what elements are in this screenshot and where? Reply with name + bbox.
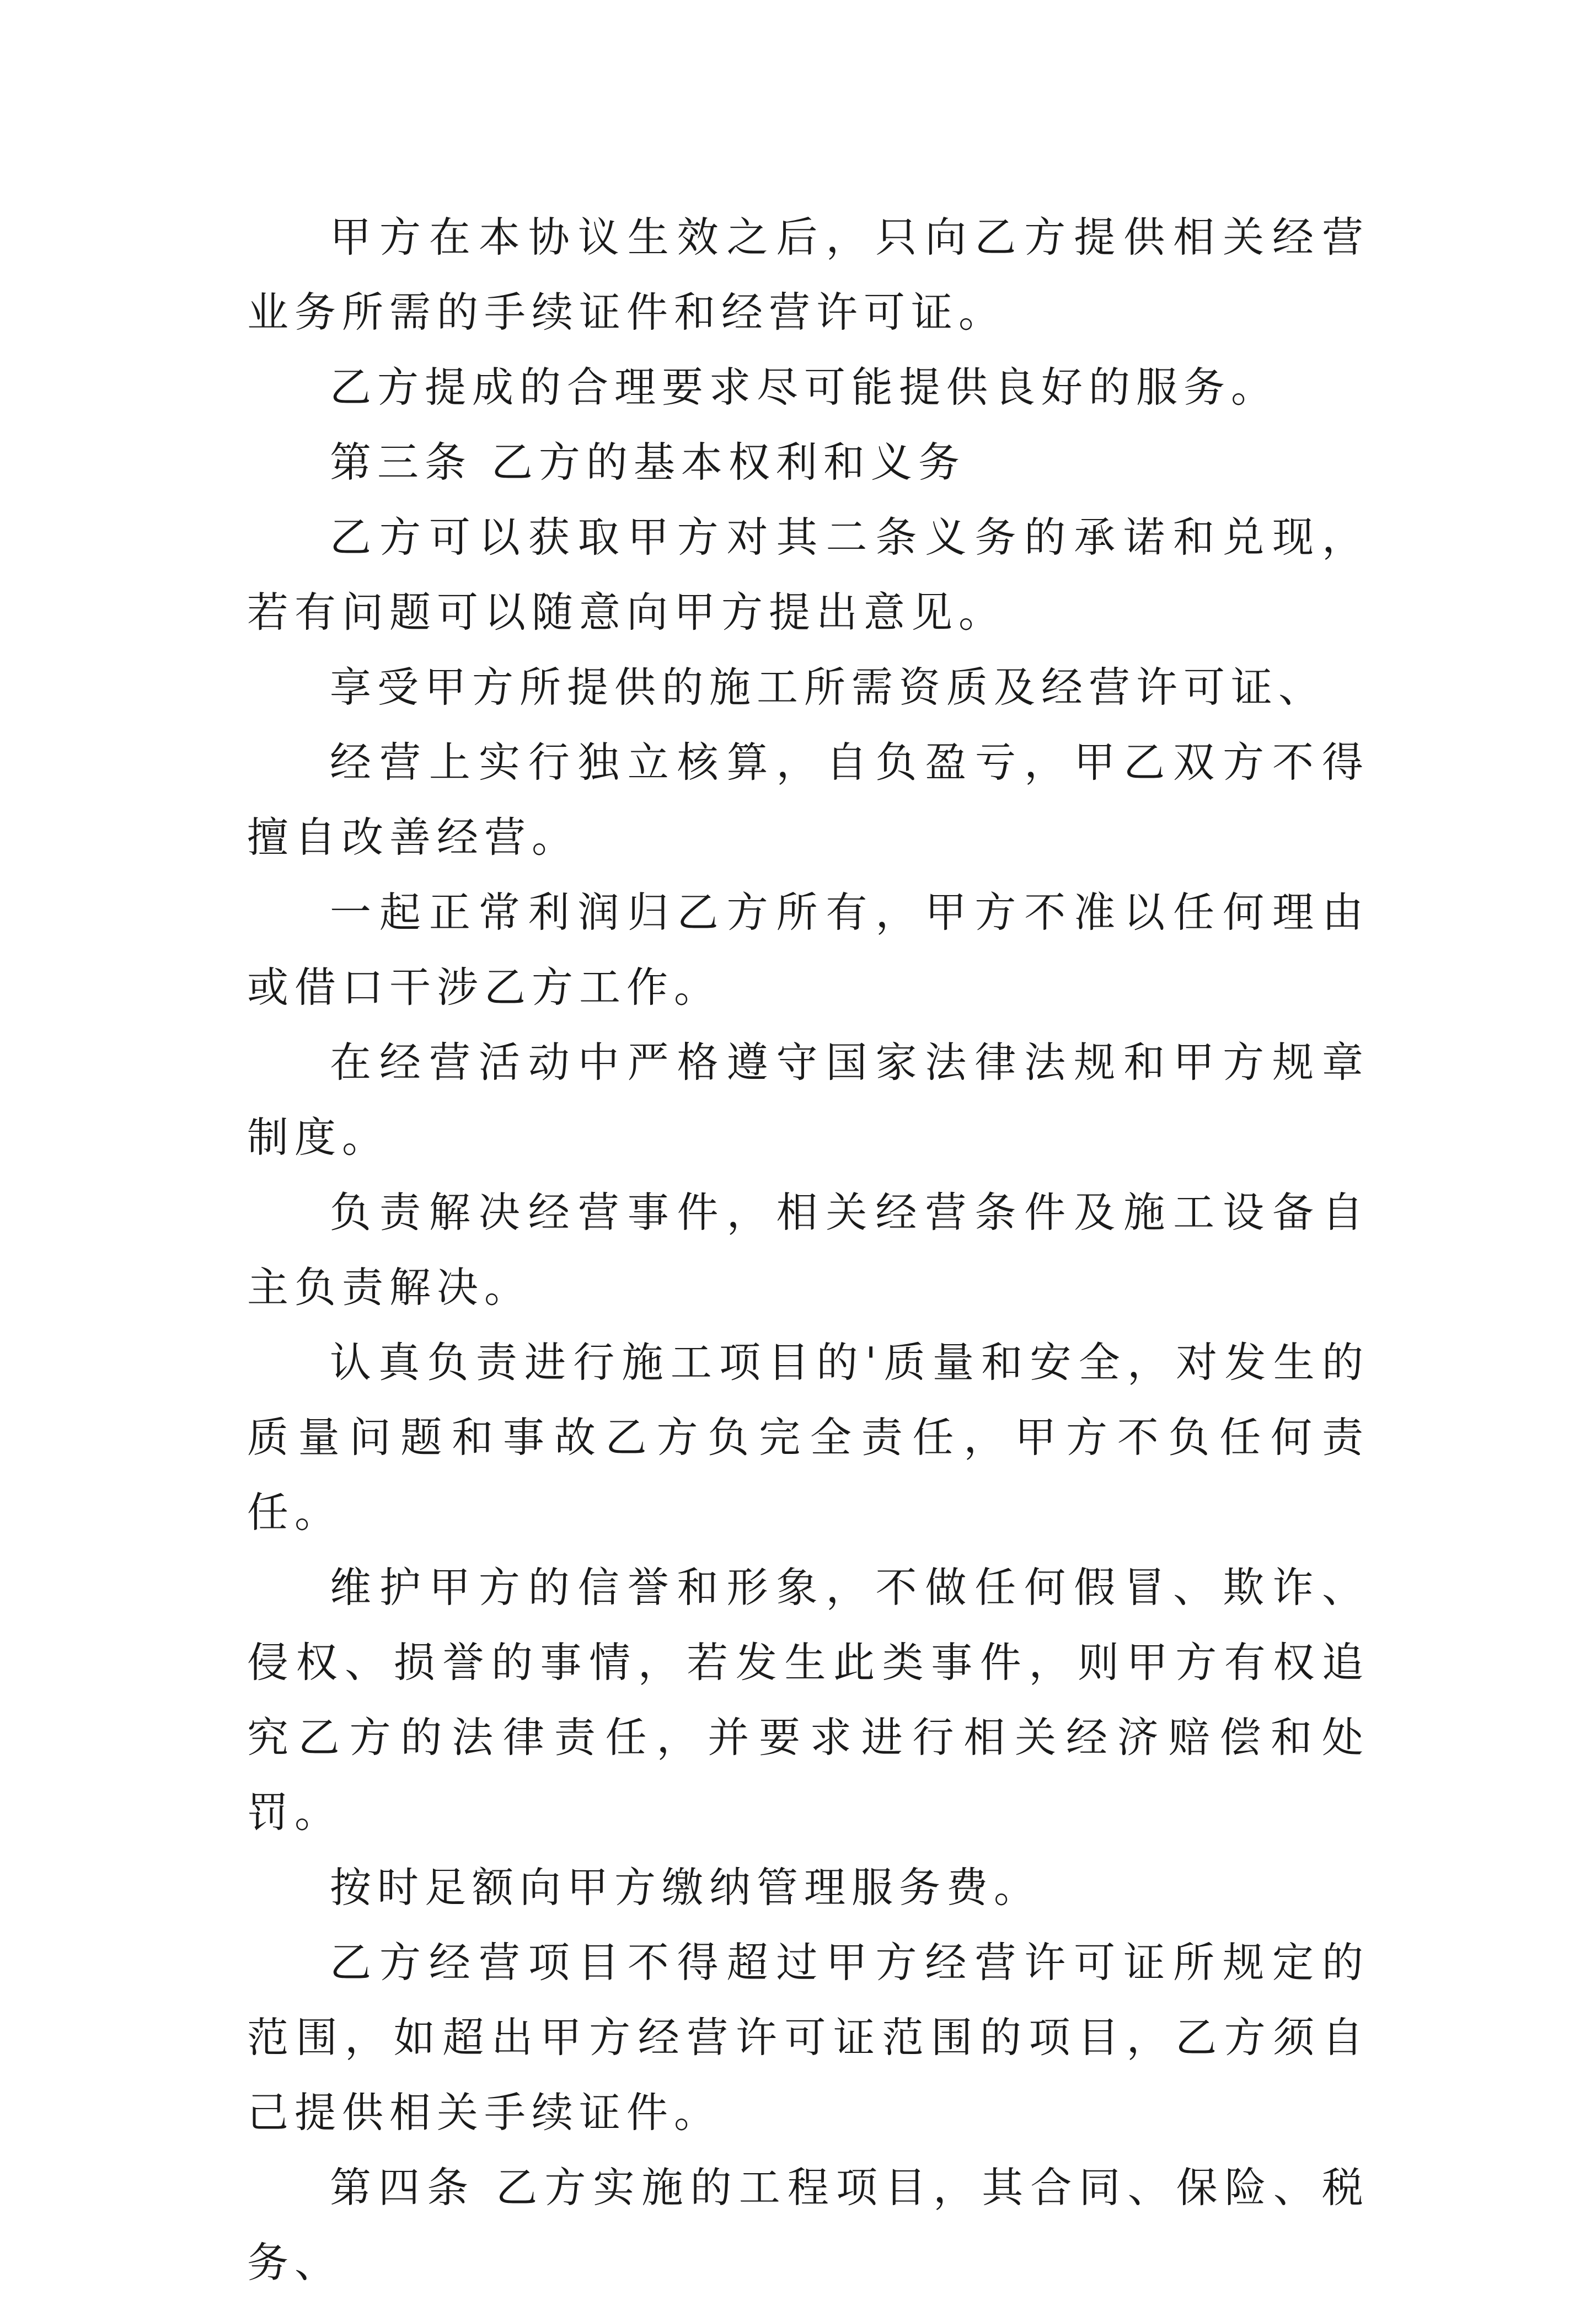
paragraph: 在经营活动中严格遵守国家法律法规和甲方规章制度。 xyxy=(247,1038,1369,1162)
paragraph: 维护甲方的信誉和形象，不做任何假冒、欺诈、侵权、损誉的事情，若发生此类事件，则甲方有权追究乙方的法律责任，并要求进行相关经济赔偿和处罚。 xyxy=(247,1563,1369,1837)
paragraph: 负责解决经营事件，相关经营条件及施工设备自主负责解决。 xyxy=(247,1188,1369,1312)
section-heading: 第四条 乙方实施的工程项目，其合同、保险、税务、 xyxy=(247,2163,1369,2287)
paragraph: 一起正常利润归乙方所有，甲方不准以任何理由或借口干涉乙方工作。 xyxy=(247,888,1369,1012)
paragraph: 乙方提成的合理要求尽可能提供良好的服务。 xyxy=(330,363,1279,411)
paragraph: 经营上实行独立核算，自负盈亏，甲乙双方不得擅自改善经营。 xyxy=(247,738,1369,862)
paragraph: 享受甲方所提供的施工所需资质及经营许可证、 xyxy=(330,663,1326,712)
paragraph: 按时足额向甲方缴纳管理服务费。 xyxy=(330,1863,1042,1912)
section-heading: 第三条 乙方的基本权利和义务 xyxy=(330,438,966,486)
paragraph: 甲方在本协议生效之后，只向乙方提供相关经营业务所需的手续证件和经营许可证。 xyxy=(247,213,1369,336)
paragraph: 乙方经营项目不得超过甲方经营许可证所规定的范围，如超出甲方经营许可证范围的项目，乙方须自己提供相关手续证件。 xyxy=(247,1938,1369,2137)
paragraph: 乙方可以获取甲方对其二条义务的承诺和兑现，若有问题可以随意向甲方提出意见。 xyxy=(247,513,1369,636)
document-body xyxy=(247,200,1369,2300)
paragraph: 认真负责进行施工项目的'质量和安全，对发生的质量问题和事故乙方负完全责任，甲方不负任何责任。 xyxy=(247,1338,1369,1537)
